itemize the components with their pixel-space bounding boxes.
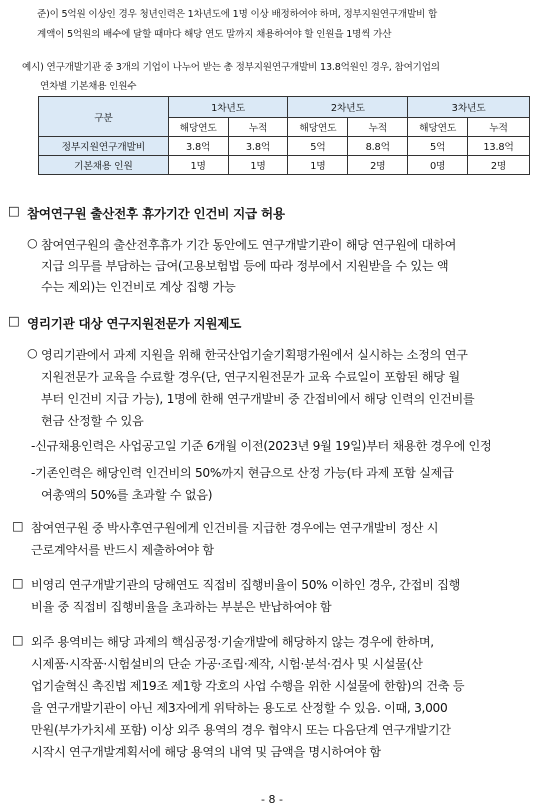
table-cell: 2명 <box>468 156 530 175</box>
table-cell: 5억 <box>288 137 348 156</box>
table-row <box>39 137 530 156</box>
section-2-dash-1: -신규채용인력은 사업공고일 기준 6개월 이전(2023년 9월 19일)부터 채용한 경우에 인정 <box>31 439 492 453</box>
note-3-line: 외주 용역비는 해당 과제의 핵심공정·기술개발에 해당하지 않는 경우에 한하며, <box>31 635 434 649</box>
section-2-marker: □ <box>8 313 20 328</box>
section-2-bullet: ○ <box>27 346 38 360</box>
section-1-bullet: ○ <box>27 236 38 250</box>
table-cell: 3.8억 <box>228 137 288 156</box>
note-3-line: 만원(부가가치세 포함) 이상 외주 용역의 경우 협약시 또는 다음단계 연구개발기간 <box>31 723 451 737</box>
section-2-title: 영리기관 대상 연구지원전문가 지원제도 <box>27 316 241 331</box>
table-row <box>39 156 530 175</box>
table-cell: 3.8억 <box>168 137 228 156</box>
note-2-marker: □ <box>12 576 24 590</box>
section-1-marker: □ <box>8 203 20 218</box>
table-header-category: 구분 <box>39 97 169 137</box>
intro-line-1: 준)이 5억원 이상인 경우 청년인력은 1차년도에 1명 이상 배정하여야 하며, 정부지원연구개발비 합 <box>37 9 438 20</box>
example-line-1: 예시) 연구개발기관 중 3개의 기업이 나누어 받는 총 정부지원연구개발비 13.8억원인 경우, 참여기업의 <box>22 62 440 73</box>
note-3-line: 업기술혁신 촉진법 제19조 제1항 각호의 사업 수행을 위한 시설물에 한함)의 건축 등 <box>31 679 465 693</box>
note-1-marker: □ <box>12 519 24 533</box>
section-1-para-line: 수는 제외)는 인건비로 계상 집행 가능 <box>41 280 236 294</box>
note-3-line: 시작시 연구개발계획서에 해당 용역의 내역 및 금액을 명시하여야 함 <box>31 745 381 759</box>
table-subheader: 해당연도 <box>288 118 348 137</box>
table-cell: 1명 <box>168 156 228 175</box>
table-header-year1: 1차년도 <box>168 97 288 118</box>
section-2-para-line: 지원전문가 교육을 수료할 경우(단, 연구지원전문가 교육 수료일이 포함된 해당 월 <box>41 370 460 384</box>
page-number: - 8 - <box>261 793 283 806</box>
section-2-para-line: 부터 인건비 지급 가능), 1명에 한해 연구개발비 중 간접비에서 해당 인력의 인건비를 <box>41 392 475 406</box>
section-2-dash-2: 여총액의 50%를 초과할 수 없음) <box>41 488 213 502</box>
table-header-year2: 2차년도 <box>288 97 408 118</box>
table-header-year3: 3차년도 <box>408 97 530 118</box>
table-cell: 1명 <box>228 156 288 175</box>
section-2-dash-2: -기존인력은 해당인력 인건비의 50%까지 현금으로 산정 가능(타 과제 포함 실제급 <box>31 466 454 480</box>
example-line-2: 연차별 기본채용 인원수 <box>40 81 137 92</box>
table-row-label: 기본채용 인원 <box>39 156 169 175</box>
note-1-line: 근로계약서를 반드시 제출하여야 함 <box>31 543 214 557</box>
table-cell: 13.8억 <box>468 137 530 156</box>
note-1-line: 참여연구원 중 박사후연구원에게 인건비를 지급한 경우에는 연구개발비 정산 시 <box>31 521 439 535</box>
table-subheader: 누적 <box>468 118 530 137</box>
section-1-title: 참여연구원 출산전후 휴가기간 인건비 지급 허용 <box>27 206 285 221</box>
table-cell: 2명 <box>348 156 408 175</box>
section-2-para-line: 영리기관에서 과제 지원을 위해 한국산업기술기획평가원에서 실시하는 소정의 연구 <box>41 348 468 362</box>
table-subheader: 누적 <box>228 118 288 137</box>
table-cell: 8.8억 <box>348 137 408 156</box>
table-cell: 0명 <box>408 156 468 175</box>
table-cell: 5억 <box>408 137 468 156</box>
note-3-line: 시제품·시작품·시험설비의 단순 가공·조립·제작, 시험·분석·검사 및 시설물(산 <box>31 657 423 671</box>
note-3-line: 을 연구개발기관이 아닌 제3자에게 위탁하는 용도로 산정할 수 있음. 이때, 3,000 <box>31 701 448 715</box>
note-2-line: 비율 중 직접비 집행비율을 초과하는 부분은 반납하여야 함 <box>31 600 332 614</box>
intro-line-2: 계액이 5억원의 배수에 달할 때마다 해당 연도 말까지 채용하여야 할 인원을 1명씩 가산 <box>37 29 392 40</box>
note-2-line: 비영리 연구개발기관의 당해연도 직접비 집행비율이 50% 이하인 경우, 간접비 집행 <box>31 578 461 592</box>
table-subheader: 해당연도 <box>168 118 228 137</box>
hiring-table <box>38 96 530 175</box>
section-1-para-line: 지급 의무를 부담하는 급여(고용보험법 등에 따라 정부에서 지원받을 수 있는 액 <box>41 259 449 273</box>
section-1-para-line: 참여연구원의 출산전후휴가 기간 동안에도 연구개발기관이 해당 연구원에 대하여 <box>41 238 457 252</box>
table-row-label: 정부지원연구개발비 <box>39 137 169 156</box>
table-subheader: 해당연도 <box>408 118 468 137</box>
note-3-marker: □ <box>12 633 24 647</box>
table-subheader: 누적 <box>348 118 408 137</box>
table-cell: 1명 <box>288 156 348 175</box>
section-2-para-line: 현금 산정할 수 있음 <box>41 414 144 428</box>
